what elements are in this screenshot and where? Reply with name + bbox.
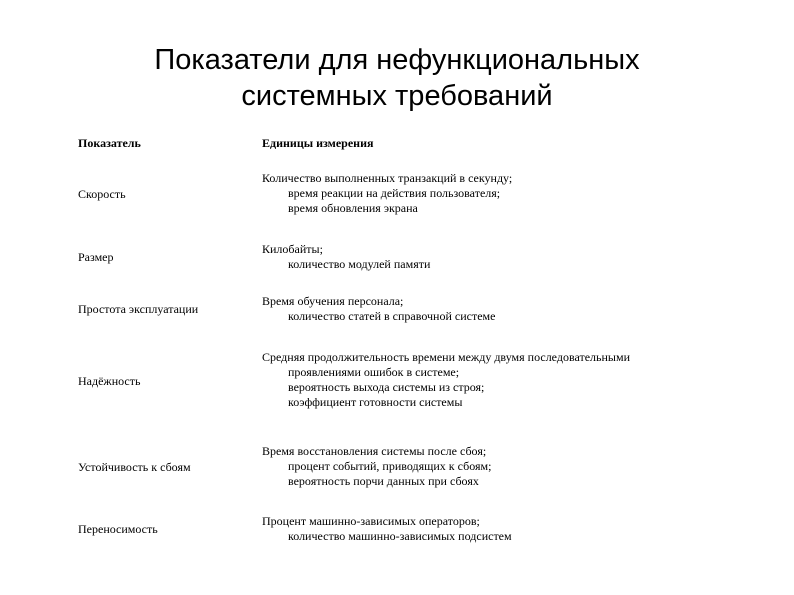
slide-title xyxy=(60,42,734,114)
slide-title-line-2: системных требований xyxy=(241,80,553,112)
units-line: вероятность выхода системы из строя; xyxy=(288,380,485,394)
row-metric-speed: Скорость xyxy=(78,187,126,201)
units-line: количество статей в справочной системе xyxy=(288,309,496,323)
units-line: Процент машинно-зависимых операторов; xyxy=(262,514,480,528)
row-metric-portability: Переносимость xyxy=(78,522,158,536)
units-line: время обновления экрана xyxy=(288,201,418,215)
units-line: Время восстановления системы после сбоя; xyxy=(262,444,487,458)
units-line: количество модулей памяти xyxy=(288,257,431,271)
row-units-size xyxy=(262,242,762,272)
row-units-speed xyxy=(262,171,762,216)
row-units-fault-tolerance xyxy=(262,444,762,489)
units-line: Средняя продолжительность времени между двумя последовательными xyxy=(262,350,631,364)
units-line: Время обучения персонала; xyxy=(262,294,404,308)
row-units-reliability xyxy=(262,350,762,410)
row-metric-usability: Простота эксплуатации xyxy=(78,302,199,316)
units-line: процент событий, приводящих к сбоям; xyxy=(288,459,492,473)
units-line: количество машинно-зависимых подсистем xyxy=(288,529,512,543)
units-line: Килобайты; xyxy=(262,242,323,256)
row-units-usability xyxy=(262,294,762,324)
units-line: проявлениями ошибок в системе; xyxy=(288,365,460,379)
column-header-metric: Показатель xyxy=(78,136,141,150)
row-metric-size: Размер xyxy=(78,250,114,264)
row-units-portability xyxy=(262,514,762,544)
units-line: вероятность порчи данных при сбоях xyxy=(288,474,479,488)
column-header-units: Единицы измерения xyxy=(262,136,374,150)
units-line: Количество выполненных транзакций в секунду; xyxy=(262,171,513,185)
units-line: коэффициент готовности системы xyxy=(288,395,463,409)
row-metric-fault-tolerance: Устойчивость к сбоям xyxy=(78,460,191,474)
units-line: время реакции на действия пользователя; xyxy=(288,186,501,200)
row-metric-reliability: Надёжность xyxy=(78,374,141,388)
slide-title-line-1: Показатели для нефункциональных xyxy=(154,44,640,76)
